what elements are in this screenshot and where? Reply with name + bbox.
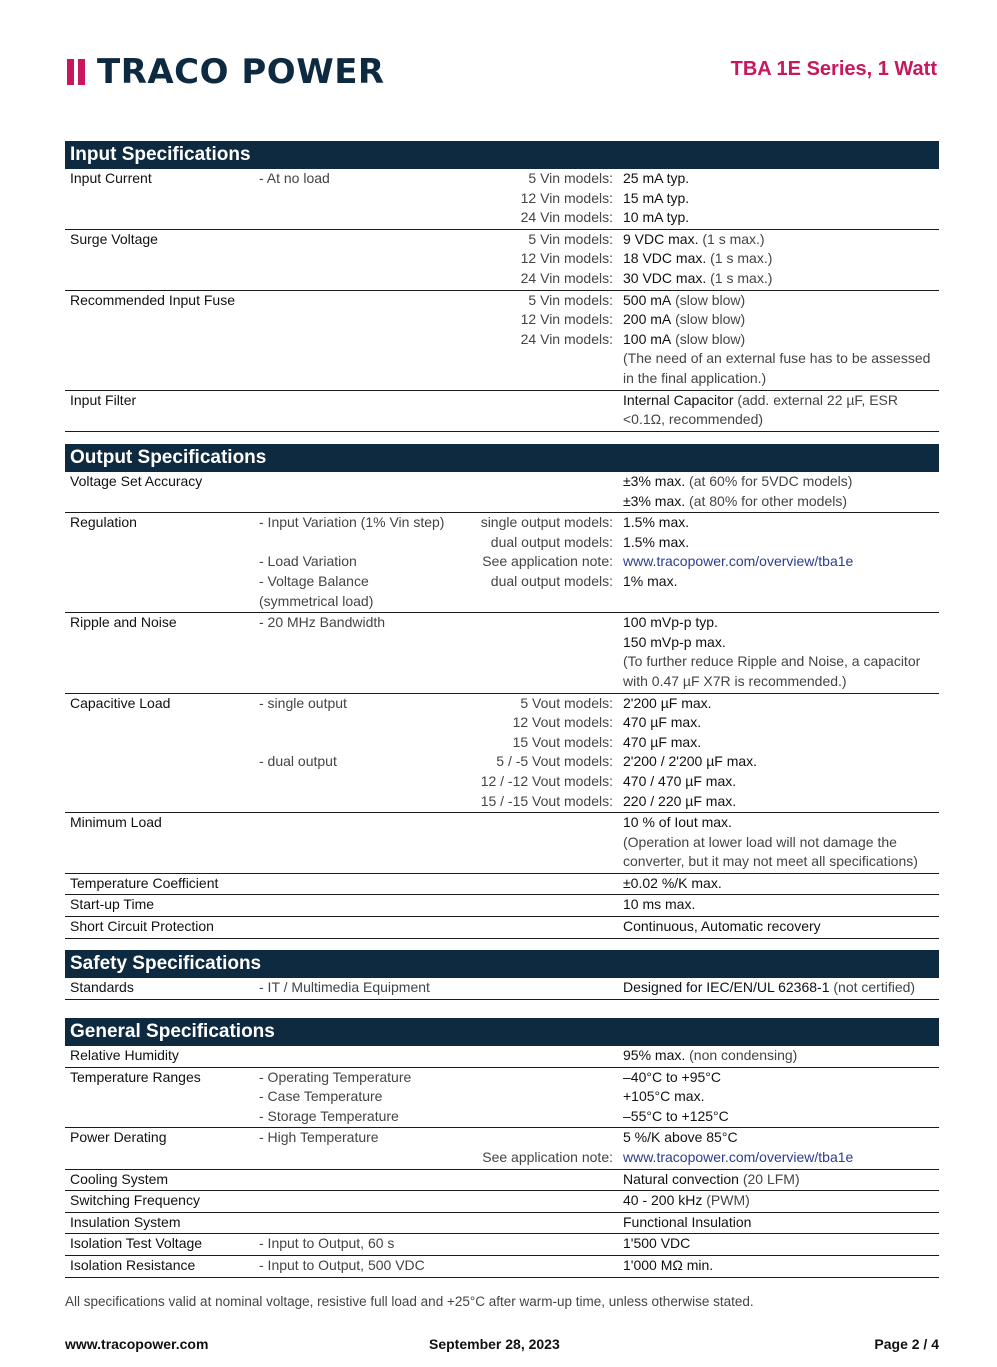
spec-parameter: Switching Frequency [70,1192,200,1209]
spec-condition: - Storage Temperature [259,1107,399,1124]
spec-line [65,633,939,653]
spec-line [65,652,939,672]
spec-value-main: 1'000 MΩ min. [623,1256,714,1273]
spec-line [65,492,939,512]
spec-value [623,269,772,289]
spec-condition: - dual output [259,753,337,770]
spec-value-note: (non condensing) [685,1047,798,1063]
spec-value-note: (not certified) [829,979,916,995]
spec-value [623,391,898,411]
spec-value [623,752,757,772]
spec-condition: (symmetrical load) [259,592,374,609]
section-title: Input Specifications [65,141,939,169]
spec-row [65,1046,939,1068]
spec-value [623,1068,721,1088]
spec-line [65,813,939,833]
spec-line [65,694,939,714]
spec-parameter: Recommended Input Fuse [70,291,235,308]
section-title: Output Specifications [65,444,939,472]
spec-parameter: Voltage Set Accuracy [70,473,203,489]
spec-line [65,917,939,937]
spec-value [623,895,695,915]
spec-row [65,1068,939,1129]
spec-value [623,813,732,833]
spec-line [65,310,939,330]
input-specifications-section [65,141,939,432]
spec-value-main: Internal Capacitor [623,391,734,408]
spec-value-main: 1'500 VDC [623,1235,691,1252]
spec-row [65,513,939,613]
spec-value [623,189,689,209]
spec-row [65,917,939,939]
spec-line [65,189,939,209]
spec-value [623,694,712,714]
spec-value [623,1213,751,1233]
spec-line [65,330,939,350]
spec-value-main: Natural convection [623,1170,739,1187]
spec-line [65,874,939,894]
spec-value-main: 500 mA [623,291,672,308]
spec-value-main: 15 mA typ. [623,189,690,206]
application-note-link[interactable]: www.tracopower.com/overview/tba1e [623,553,854,570]
spec-line [65,208,939,228]
spec-value-main: –55°C to +125°C [623,1107,729,1124]
spec-condition: - Case Temperature [259,1088,383,1105]
traco-power-logo [67,52,385,92]
spec-row [65,1213,939,1235]
spec-parameter: Isolation Test Voltage [70,1235,203,1252]
spec-line [65,291,939,311]
spec-line [65,1234,939,1254]
spec-model-label: 24 Vin models: [520,209,613,226]
spec-value [623,572,677,592]
general-specifications-section [65,1018,939,1278]
spec-value-note: <0.1Ω, recommended) [623,411,764,428]
spec-line [65,1068,939,1088]
spec-value-main: 100 mVp-p typ. [623,614,718,631]
spec-row [65,1234,939,1256]
spec-value-main: 9 VDC max. [623,230,699,247]
spec-parameter: Power Derating [70,1129,167,1146]
spec-value [623,472,852,492]
spec-line [65,472,939,492]
spec-condition: - Input to Output, 500 VDC [259,1256,425,1273]
spec-row [65,613,939,693]
spec-parameter: Insulation System [70,1213,181,1230]
spec-value-note: (1 s max.) [698,230,765,247]
spec-condition: - Input Variation (1% Vin step) [259,514,445,531]
spec-line [65,733,939,753]
spec-value-note: (To further reduce Ripple and Noise, a capacitor [623,653,921,670]
spec-value-note: (at 60% for 5VDC models) [685,473,853,489]
spec-parameter: Relative Humidity [70,1047,179,1063]
spec-line [65,752,939,772]
spec-value-main: ±3% max. [623,473,686,489]
spec-row [65,978,939,1000]
spec-value-main: –40°C to +95°C [623,1068,721,1085]
spec-value-main: 150 mVp-p max. [623,633,726,650]
spec-value [623,772,736,792]
spec-line [65,792,939,812]
safety-specifications-section [65,950,939,1000]
spec-value-main: Designed for IEC/EN/UL 62368-1 [623,979,830,995]
spec-value [623,310,745,330]
spec-value-note: converter, but it may not meet all specifications) [623,853,918,870]
spec-value-main: 220 / 220 µF max. [623,792,737,809]
spec-value-note: (slow blow) [671,291,746,308]
page-footer [65,1336,939,1356]
spec-value [623,513,689,533]
spec-row [65,1128,939,1169]
spec-model-label: See application note: [482,1148,613,1165]
spec-line [65,1087,939,1107]
spec-parameter: Start-up Time [70,896,155,913]
spec-condition: - High Temperature [259,1129,379,1146]
spec-parameter: Isolation Resistance [70,1256,196,1273]
spec-parameter: Temperature Ranges [70,1068,201,1085]
spec-model-label: 12 Vin models: [520,311,613,328]
spec-value [623,1170,800,1190]
spec-model-label: 15 / -15 Vout models: [480,792,613,809]
spec-value-main: 200 mA [623,311,672,328]
spec-row [65,874,939,896]
spec-row [65,1256,939,1278]
spec-value [623,1256,713,1276]
spec-model-label: 12 Vout models: [512,714,613,731]
spec-value [623,1191,750,1211]
spec-value-main: 40 - 200 kHz [623,1192,703,1209]
spec-value [623,169,689,189]
spec-value [623,672,847,692]
spec-row [65,1191,939,1213]
spec-value-note: (slow blow) [671,330,746,347]
spec-value [623,713,701,733]
spec-parameter: Surge Voltage [70,230,158,247]
application-note-link[interactable]: www.tracopower.com/overview/tba1e [623,1148,854,1165]
spec-line [65,552,939,572]
spec-value [623,1046,797,1066]
spec-line [65,269,939,289]
spec-condition: - single output [259,694,347,711]
spec-condition: - At no load [259,170,330,186]
spec-value [623,1234,690,1254]
spec-line [65,1170,939,1190]
spec-value [623,552,853,572]
spec-value [623,792,736,812]
spec-value-note: (1 s max.) [706,269,773,286]
spec-condition: - 20 MHz Bandwidth [259,614,386,631]
spec-parameter: Minimum Load [70,814,162,831]
spec-parameter: Capacitive Load [70,694,171,711]
logo-mark-icon [67,59,85,85]
spec-model-label: 5 Vin models: [528,291,613,308]
spec-value-main: 10 mA typ. [623,209,690,226]
spec-condition: - Voltage Balance [259,572,369,589]
spec-model-label: single output models: [480,514,613,531]
spec-row [65,1170,939,1192]
spec-line [65,169,939,189]
spec-value-main: 2'200 µF max. [623,694,712,711]
spec-model-label: 24 Vin models: [520,269,613,286]
spec-line [65,895,939,915]
spec-line [65,672,939,692]
spec-line [65,1148,939,1168]
spec-model-label: dual output models: [490,533,613,550]
spec-value-main: ±0.02 %/K max. [623,874,722,891]
spec-line [65,513,939,533]
spec-value-main: 18 VDC max. [623,250,707,267]
spec-value [623,1087,704,1107]
spec-value [623,874,722,894]
spec-condition: - IT / Multimedia Equipment [259,979,430,995]
spec-line [65,1046,939,1066]
spec-value-note: (PWM) [702,1192,750,1209]
spec-parameter: Input Filter [70,391,137,408]
spec-model-label: 24 Vin models: [520,330,613,347]
spec-parameter: Short Circuit Protection [70,918,214,935]
spec-value [623,833,897,853]
spec-value [623,1107,729,1127]
spec-value [623,652,920,672]
footer-website-link[interactable]: www.tracopower.com [65,1336,209,1352]
spec-condition: - Input to Output, 60 s [259,1235,395,1252]
footer-note: All specifications valid at nominal voltage, resistive full load and +25°C after warm-up time, unless otherwise stated. [65,1294,754,1309]
spec-parameter: Regulation [70,514,137,531]
spec-value-main: 1.5% max. [623,514,690,531]
spec-parameter: Input Current [70,170,152,186]
spec-value-main: +105°C max. [623,1088,705,1105]
spec-value [623,978,915,998]
spec-line [65,852,939,872]
spec-value-main: 1% max. [623,572,678,589]
spec-value-note: (20 LFM) [738,1170,800,1187]
spec-value-note: (The need of an external fuse has to be assessed [623,350,931,367]
spec-model-label: 5 Vout models: [520,694,613,711]
spec-value-main: 100 mA [623,330,672,347]
output-specifications-section [65,444,939,939]
spec-value-note: (Operation at lower load will not damage the [623,833,897,850]
spec-line [65,369,939,389]
spec-value-note: (at 80% for other models) [685,492,848,509]
spec-row [65,895,939,917]
spec-row [65,230,939,291]
spec-value-main: 2'200 / 2'200 µF max. [623,753,758,770]
series-title: TBA 1E Series, 1 Watt [730,58,937,80]
spec-row [65,813,939,874]
spec-value-note: with 0.47 µF X7R is recommended.) [623,672,847,689]
spec-model-label: See application note: [482,553,613,570]
spec-line [65,772,939,792]
spec-value-main: 470 µF max. [623,714,702,731]
spec-row [65,694,939,814]
spec-row [65,472,939,513]
spec-value-main: 25 mA typ. [623,170,690,186]
spec-model-label: 12 Vin models: [520,250,613,267]
spec-value [623,1148,853,1168]
footer-page-number: Page 2 / 4 [874,1336,939,1352]
spec-line [65,713,939,733]
spec-line [65,1256,939,1276]
spec-value [623,613,718,633]
spec-model-label: 12 / -12 Vout models: [480,772,613,789]
spec-value [623,208,689,228]
spec-value [623,633,726,653]
spec-value [623,533,689,553]
spec-value [623,369,766,389]
footer-date: September 28, 2023 [429,1336,560,1352]
spec-value-main: Continuous, Automatic recovery [623,918,821,935]
spec-parameter: Ripple and Noise [70,614,177,631]
spec-line [65,572,939,592]
spec-value-note: (1 s max.) [706,250,773,267]
spec-value [623,249,772,269]
spec-value-main: ±3% max. [623,492,686,509]
spec-model-label: 12 Vin models: [520,189,613,206]
spec-line [65,1213,939,1233]
spec-value [623,733,701,753]
spec-line [65,391,939,411]
section-title: Safety Specifications [65,950,939,978]
spec-value-note: (add. external 22 µF, ESR [733,391,898,408]
spec-line [65,1128,939,1148]
spec-value [623,852,918,872]
spec-value-main: 95% max. [623,1047,686,1063]
spec-model-label: 5 Vin models: [528,230,613,247]
spec-value [623,230,765,250]
spec-model-label: 15 Vout models: [512,733,613,750]
spec-value-main: 5 %/K above 85°C [623,1129,738,1146]
spec-line [65,592,939,612]
spec-value [623,410,763,430]
spec-value [623,349,930,369]
spec-row [65,291,939,391]
logo-text: TRACO POWER [97,52,385,92]
spec-row [65,169,939,230]
spec-parameter: Standards [70,979,134,995]
spec-model-label: dual output models: [490,572,613,589]
spec-line [65,230,939,250]
spec-parameter: Temperature Coefficient [70,874,219,891]
spec-value-note: in the final application.) [623,369,767,386]
spec-value-note: (slow blow) [671,311,746,328]
spec-condition: - Operating Temperature [259,1068,412,1085]
spec-value [623,291,745,311]
spec-value-main: 10 % of Iout max. [623,814,732,831]
spec-line [65,1191,939,1211]
spec-value [623,917,821,937]
spec-model-label: 5 Vin models: [528,170,613,186]
page-header [0,0,997,110]
spec-condition: - Load Variation [259,553,357,570]
spec-value-main: Functional Insulation [623,1213,752,1230]
spec-parameter: Cooling System [70,1170,169,1187]
spec-model-label: 5 / -5 Vout models: [496,753,613,770]
spec-line [65,613,939,633]
spec-line [65,249,939,269]
spec-line [65,533,939,553]
spec-value [623,330,745,350]
spec-value [623,492,847,512]
spec-row [65,391,939,432]
spec-value-main: 30 VDC max. [623,269,707,286]
section-title: General Specifications [65,1018,939,1046]
spec-line [65,978,939,998]
spec-line [65,410,939,430]
spec-line [65,833,939,853]
spec-value-main: 470 / 470 µF max. [623,772,737,789]
spec-value-main: 470 µF max. [623,733,702,750]
spec-value [623,1128,738,1148]
spec-line [65,1107,939,1127]
spec-line [65,349,939,369]
spec-value-main: 1.5% max. [623,533,690,550]
spec-value-main: 10 ms max. [623,896,696,913]
